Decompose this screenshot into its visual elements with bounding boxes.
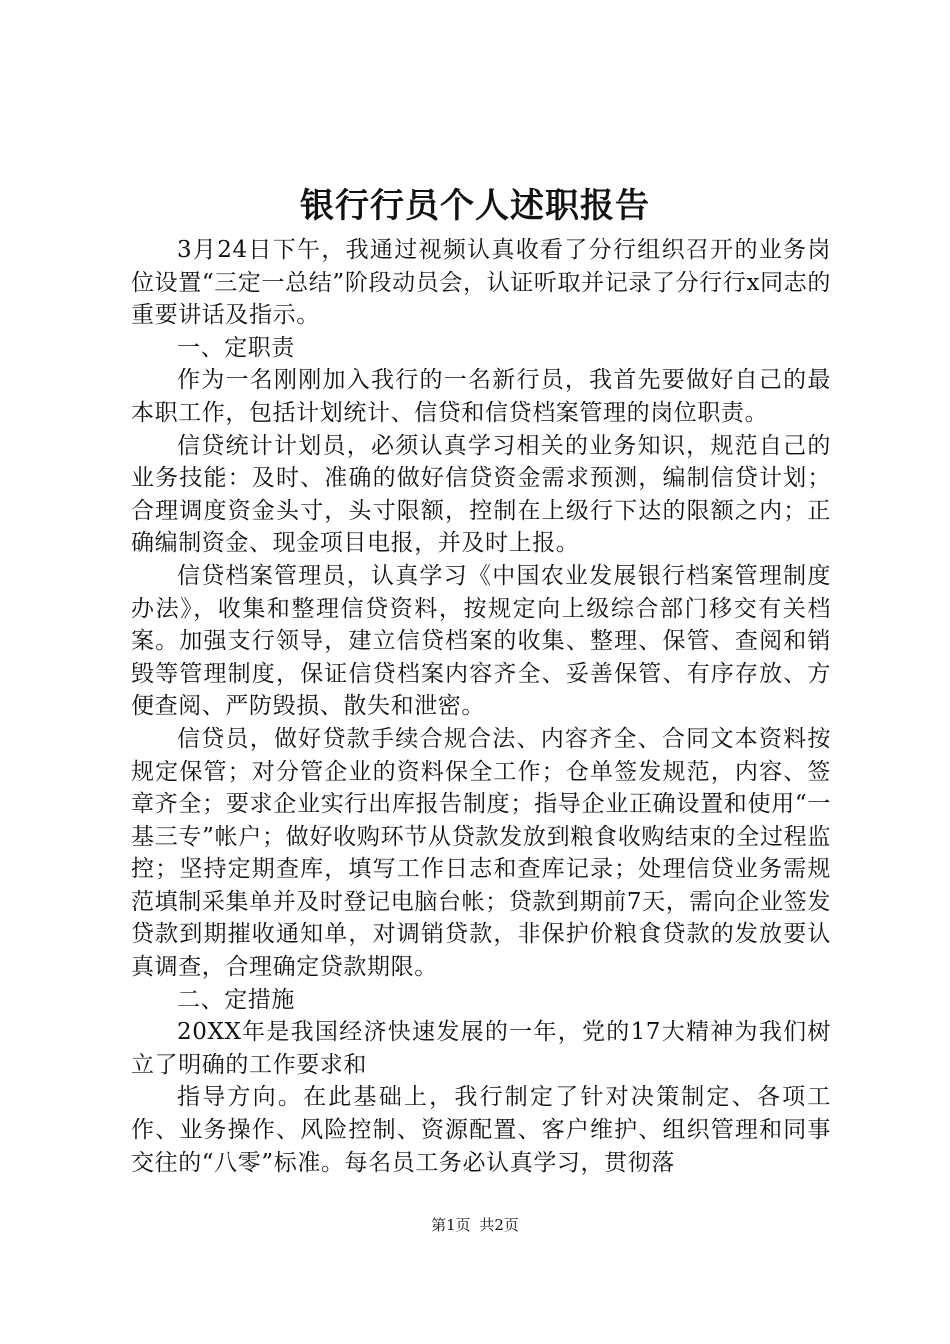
paragraph-duties: 作为一名刚刚加入我行的一名新行员，我首先要做好自己的最本职工作，包括计划统计、信贷和信贷档案管理的岗位职责。 bbox=[131, 367, 831, 426]
paragraph-measures-intro: 20XX年是我国经济快速发展的一年，党的17大精神为我们树立了明确的工作要求和 bbox=[131, 1019, 831, 1078]
paragraph-credit-officer: 信贷员，做好贷款手续合规合法、内容齐全、合同文本资料按规定保管；对分管企业的资料保全工作；仓单签发规范，内容、签章齐全；要求企业实行出库报告制度；指导企业正确设置和使用“一基三专”帐户；做好收购环节从贷款发放到粮食收购结束的全过程监控；坚持定期查库，填写工作日志和查库记录；处理信贷业务需规范填制采集单并及时登记电脑台帐；贷款到期前7天，需向企业签发贷款到期摧收通知单，对调销贷款，非保护价粮食贷款的发放要认真调查，合理确定贷款期限。 bbox=[131, 725, 831, 981]
paragraph-archive-manager: 信贷档案管理员，认真学习《中国农业发展银行档案管理制度办法》，收集和整理信贷资料，按规定向上级综合部门移交有关档案。加强支行领导，建立信贷档案的收集、整理、保管、查阅和销毁等管理制度，保证信贷档案内容齐全、妥善保管、有序存放、方便查阅、严防毁损、散失和泄密。 bbox=[131, 562, 831, 720]
paragraph-intro: 3月24日下午，我通过视频认真收看了分行组织召开的业务岗位设置“三定一总结”阶段动员会，认证听取并记录了分行行x同志的重要讲话及指示。 bbox=[131, 237, 831, 329]
document-body bbox=[131, 234, 831, 1179]
paragraph-measures-standards: 指导方向。在此基础上，我行制定了针对决策制定、各项工作、业务操作、风险控制、资源配置、客户维护、组织管理和同事交往的“八零”标准。每名员工务必认真学习，贯彻落 bbox=[131, 1084, 831, 1176]
paragraph-statistics-planner: 信贷统计计划员，必须认真学习相关的业务知识，规范自己的业务技能：及时、准确的做好信贷资金需求预测，编制信贷计划；合理调度资金头寸，头寸限额，控制在上级行下达的限额之内；正确编制资金、现金项目电报，并及时上报。 bbox=[131, 432, 831, 557]
page-total: 共2页 bbox=[479, 1216, 519, 1234]
page-footer bbox=[0, 1215, 950, 1235]
section-heading-measures: 二、定措施 bbox=[177, 986, 295, 1013]
section-heading-duties: 一、定职责 bbox=[177, 334, 295, 361]
document-title: 银行行员个人述职报告 bbox=[300, 186, 650, 226]
page-number: 第1页 bbox=[431, 1216, 471, 1234]
